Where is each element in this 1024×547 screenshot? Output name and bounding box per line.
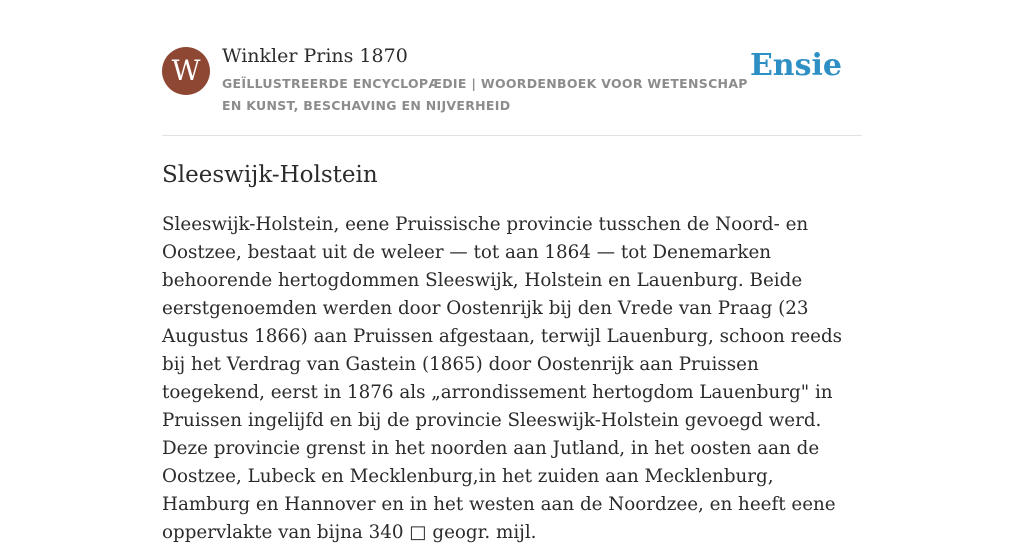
content-container bbox=[162, 0, 862, 547]
article-body: Sleeswijk-Holstein, eene Pruissische provincie tusschen de Noord- en Oostzee, bestaat uit de weleer — tot aan 1864 — tot Denemarken behoorende hertogdommen Sleeswijk, Holstein en Lauenburg. Beide eerstgenoemden werden door Oostenrijk bij den Vrede van Praag (23 Augustus 1866) aan Pruissen afgestaan, terwijl Lauenburg, schoon reeds bij het Verdrag van Gastein (1865) door Oostenrijk aan Pruissen toegekend, eerst in 1876 als „arrondissement hertogdom Lauenburg" in Pruissen ingelijfd en bij de provincie Sleeswijk-Holstein gevoegd werd. Deze provincie grenst in het noorden aan Jutland, in het oosten aan de Oostzee, Lubeck en Mecklenburg,in het zuiden aan Mecklenburg, Hamburg en Hannover en in het westen aan de Noordzee, en heeft eene oppervlakte van bijna 340 □ geogr. mijl. bbox=[162, 214, 843, 543]
ensie-logo-link[interactable]: Ensie bbox=[749, 48, 842, 83]
source-avatar[interactable]: W bbox=[162, 47, 210, 95]
source-title[interactable]: Winkler Prins 1870 bbox=[222, 45, 408, 67]
article-title: Sleeswijk-Holstein bbox=[162, 162, 378, 188]
source-subtitle: GEÏLLUSTREERDE ENCYCLOPÆDIE | WOORDENBOEK VOOR WETENSCHAP EN KUNST, BESCHAVING EN NIJVERHEID bbox=[222, 76, 748, 113]
source-header bbox=[162, 0, 862, 136]
